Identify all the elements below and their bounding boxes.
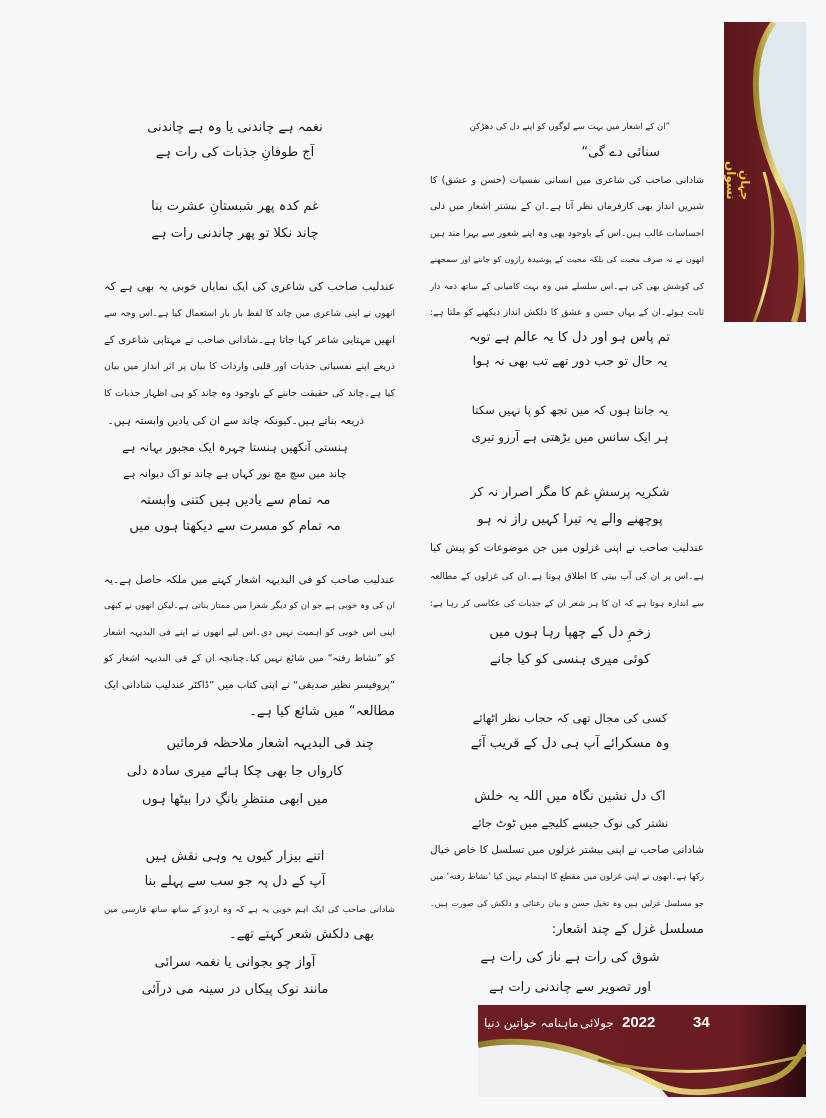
verse-line: یہ جانتا ہوں کہ میں تجھ کو پا نہیں سکتا (471, 403, 669, 417)
page-number: 34 (693, 1014, 710, 1031)
verse-line: اتنے بیزار کیوں یہ وہی نقش ہیں (145, 849, 325, 864)
issue-year: 2022 (622, 1014, 656, 1031)
paragraph-line: جو مسلسل غزلیں ہیں وہ تخیل حسن و بیان رعنائی و دلکش کی صورت ہیں۔ (430, 899, 704, 908)
paragraph-line: ہے۔اس پر ان کی آپ بیتی کا اطلاق ہوتا ہے۔ان کی غزلوں کے مطالعہ (430, 572, 704, 582)
verse-line: ہنستی آنکھیں ہنستا چہرہ ایک مجبور بہانہ ہے (122, 440, 348, 454)
verse-line: مہ تمام سے یادیں ہیں کتنی وابستہ (139, 493, 331, 508)
paragraph-line: کو ”نشاط رفتہ“ میں شائع نہیں کیا۔چنانچہ ان کے فی البدیہہ اشعار کو (104, 653, 395, 664)
section-label: جہانِ نسواں (724, 161, 752, 200)
verse-line: وہ مسکرائے آپ ہی دل کے قریب آئے (470, 736, 670, 751)
verse-line: آج طوفانِ جذبات کی رات ہے (155, 145, 315, 160)
paragraph-line: ثابت ہوئے۔ان کے یہاں حسن و عشق کا دلکش انداز دیکھنے کو ملتا ہے: (430, 308, 704, 318)
verse-line: نشتر کی نوک جیسے کلیجے میں ٹوٹ جائے (471, 816, 669, 830)
paragraph-line: کیا ہے۔چاند کی حقیقت جاننے کے باوجود وہ چاند کو ہی اظہار جذبات کا (104, 388, 395, 399)
verse-line: اک دل نشین نگاہ میں اللہ یہ خلش (474, 789, 666, 804)
paragraph-line: شادانی صاحب کی شاعری میں انسانی نفسیات (حسن و عشق) کا (430, 175, 704, 186)
paragraph-line: شادانی صاحب نے اپنی بیشتر غزلوں میں تسلسل کا خاص خیال (430, 844, 704, 856)
verse-line: چاند میں سچ مچ نور کہاں ہے چاند تو اک دیوانہ ہے (123, 468, 347, 480)
paragraph-line: عندلیب صاحب کی شاعری کی ایک نمایاں خوبی یہ بھی ہے کہ (104, 280, 395, 293)
verse-line: چاند نکلا تو پھر چاندنی رات ہے (151, 226, 319, 241)
paragraph-line: شادانی صاحب کی ایک اہم خوبی یہ ہے کہ وہ اردو کے ساتھ ساتھ فارسی میں (104, 905, 395, 915)
verse-line: اور تصویر سے چاندنی رات ہے (489, 980, 651, 995)
verse-line: پوچھنے والے یہ تیرا کہیں راز نہ ہو (477, 512, 663, 527)
verse-line: مہ تمام کو مسرت سے دیکھتا ہوں میں (129, 519, 341, 534)
verse-line: میں ابھی منتظرِ بانگِ درا بیٹھا ہوں (141, 792, 329, 807)
paragraph-line: بھی دلکش شعر کہتے تھے۔ (228, 927, 374, 942)
paragraph-line: عندلیب صاحب کو فی البدیہہ اشعار کہنے میں ملکہ حاصل ہے۔یہ (104, 574, 395, 586)
quote-line: ”ان کے اشعار میں بہت سے لوگوں کو اپنے دل کی دھڑکن (469, 122, 670, 132)
quote-line: سنائی دے گی“ (581, 145, 660, 160)
paragraph-line: مطالعہ“ میں شائع کیا ہے۔ (249, 704, 395, 719)
verse-line: مانند نوک پیکاں در سینہ می درآئی (141, 982, 329, 997)
paragraph-line: احساسات غالب ہیں۔اس کے باوجود بھی وہ اپنے شعور سے بہرا مند ہیں (430, 229, 704, 239)
verse-line: آپ کے دل پہ جو سب سے پہلے بنا (144, 874, 326, 889)
verse-line: شوق کی رات ہے ناز کی رات ہے (480, 950, 660, 965)
verse-line: غم کدہ پھر شبستانِ عشرت بنا (151, 199, 319, 214)
magazine-name: ماہنامہ خواتین دنیا (484, 1016, 579, 1030)
verse-line: آواز چو بجوانی یا نغمہ سرائی (154, 955, 316, 970)
verse-line: تم پاس ہو اور دل کا یہ عالم ہے توبہ (468, 330, 670, 345)
paragraph-line: انھوں نے اپنی شاعری میں چاند کا لفظ بار بار استعمال کیا ہے۔اس وجہ سے (104, 309, 395, 319)
paragraph-line: چند فی البدیہہ اشعار ملاحظہ فرمائیں (166, 736, 374, 751)
verse-line: کوئی میری ہنسی کو کیا جانے (489, 652, 651, 667)
verse-line: زخمِ دل کے چھپا رہا ہوں میں (489, 625, 651, 640)
verse-line: نغمہ ہے چاندنی یا وہ ہے چاندنی (147, 120, 323, 135)
verse-line: یہ حال تو جب دور تھے تب بھی نہ ہوا (472, 353, 668, 368)
paragraph-line: ذریعے اپنے نفسیاتی جذبات اور قلبی واردات کا بیان پر اثر انداز میں بیان (104, 361, 395, 372)
verse-line: شکریہ پرسشِ غم کا مگر اصرار نہ کر (470, 484, 670, 499)
paragraph-line: انھیں مہتابی شاعر کہا جاتا ہے۔شادانی صاحب نے مہتابی شاعری کے (104, 335, 395, 346)
paragraph-line: اپنی اس خوبی کو اہمیت نہیں دی۔اس لیے انھوں نے اپنے فی البدیہہ اشعار (104, 628, 395, 638)
paragraph-line: شیریں انداز بھی کارفرماں نظر آتا ہے۔ان کے بیشتر اشعار میں دلی (430, 201, 704, 212)
verse-line: کارواں جا بھی چکا ہائے میری سادہ دلی (126, 764, 344, 779)
paragraph-line: کی کوشش بھی کی ہے۔اس سلسلے میں وہ بہت کامیابی کے ساتھ ذمہ دار (430, 282, 704, 292)
verse-line: کسی کی مجال تھی کہ حجاب نظر اٹھائے (472, 711, 668, 725)
paragraph-line: عندلیب صاحب نے اپنی غزلوں میں جن موضوعات کو پیش کیا (430, 542, 704, 554)
issue-month: جولائی (580, 1016, 614, 1030)
verse-line: ہر ایک سانس میں بڑھتی ہے آرزو تیری (471, 430, 669, 444)
paragraph-line: ذریعہ بناتے ہیں۔کیونکہ چاند سے ان کی یادیں وابستہ ہیں۔ (107, 415, 364, 427)
paragraph-line: سے اندازہ ہوتا ہے کہ ان کا ہر شعر ان کے جذبات کی عکاسی کر رہا ہے: (430, 599, 704, 609)
paragraph-line: انھوں نے نہ صرف محبت کی بلکہ محبت کے پوشیدہ رازوں کو جاننے اور سمجھنے (430, 255, 704, 264)
paragraph-line: ”پروفیسر نظیر صدیقی“ نے اپنی کتاب میں ”ڈاکٹر عندلیب شادانی ایک (104, 680, 395, 691)
paragraph-line: ان کی وہ خوبی ہے جو ان کو دیگر شعرا میں ممتاز بناتی ہے۔لیکن انھوں نے کبھی (104, 601, 395, 611)
paragraph-line: رکھا ہے۔انھوں نے اپنی غزلوں میں مقطع کا اہتمام نہیں کیا ’نشاط رفتہ‘ میں (430, 872, 704, 882)
paragraph-line: مسلسل غزل کے چند اشعار: (551, 922, 704, 937)
